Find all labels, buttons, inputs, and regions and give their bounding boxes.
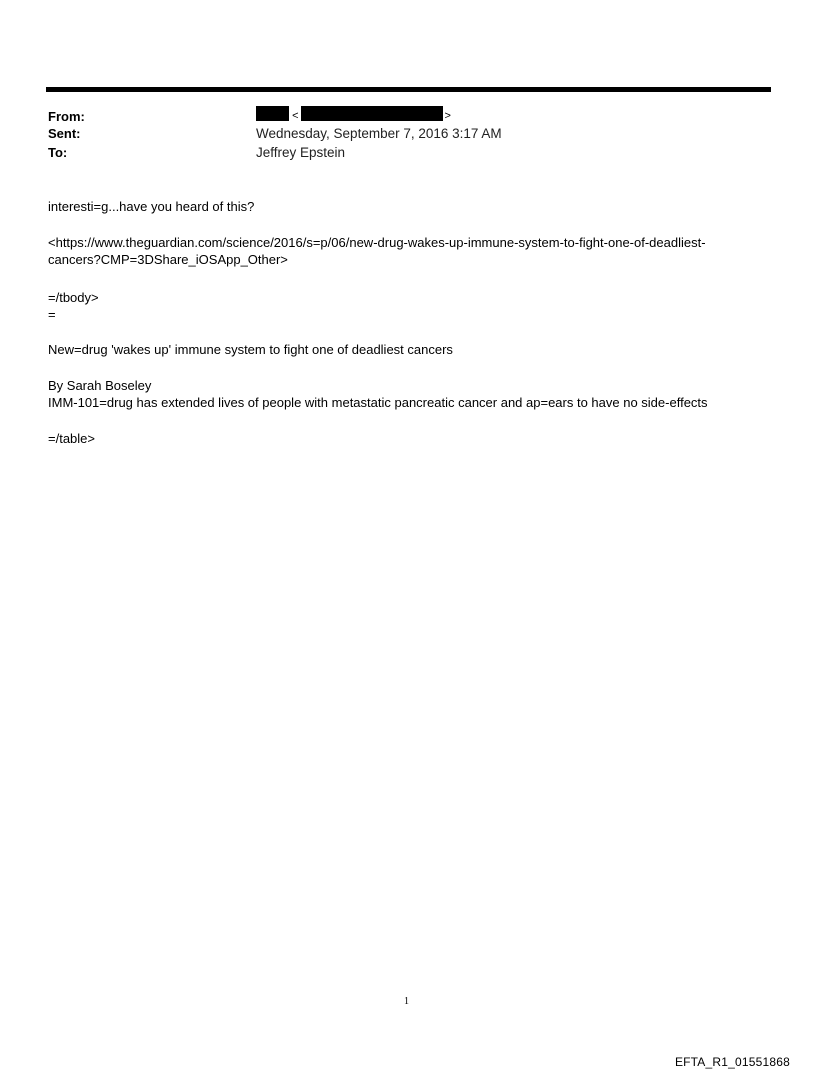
body-table-end: =/table> bbox=[48, 431, 95, 446]
from-close-bracket: > bbox=[444, 110, 451, 122]
redacted-sender-name bbox=[256, 106, 289, 121]
page-number: 1 bbox=[404, 996, 409, 1007]
body-intro: interesti=g...have you heard of this? bbox=[48, 199, 255, 214]
redacted-sender-email bbox=[301, 106, 443, 121]
body-summary: IMM-101=drug has extended lives of people with metastatic pancreatic cancer and ap=ears to have no side-effects bbox=[48, 395, 708, 410]
footer-document-id: EFTA_R1_01551868 bbox=[674, 1055, 790, 1069]
from-open-bracket: < bbox=[292, 110, 299, 122]
body-url-line-1: <https://www.theguardian.com/science/2016/s=p/06/new-drug-wakes-up-immune-system-to-fight-one-of-deadliest- bbox=[48, 235, 706, 250]
body-url-line-2: cancers?CMP=3DShare_iOSApp_Other> bbox=[48, 252, 288, 267]
body-tbody: =/tbody> bbox=[48, 290, 99, 305]
body-byline: By Sarah Boseley bbox=[48, 378, 152, 393]
body-equals: = bbox=[48, 307, 56, 322]
to-label: To: bbox=[48, 145, 68, 160]
to-value: Jeffrey Epstein bbox=[256, 145, 346, 160]
from-value bbox=[256, 106, 451, 122]
sent-value: Wednesday, September 7, 2016 3:17 AM bbox=[256, 126, 502, 141]
sent-label: Sent: bbox=[48, 126, 81, 141]
body-headline: New=drug 'wakes up' immune system to fight one of deadliest cancers bbox=[48, 342, 453, 357]
from-label: From: bbox=[48, 109, 85, 124]
header-rule bbox=[46, 87, 771, 92]
